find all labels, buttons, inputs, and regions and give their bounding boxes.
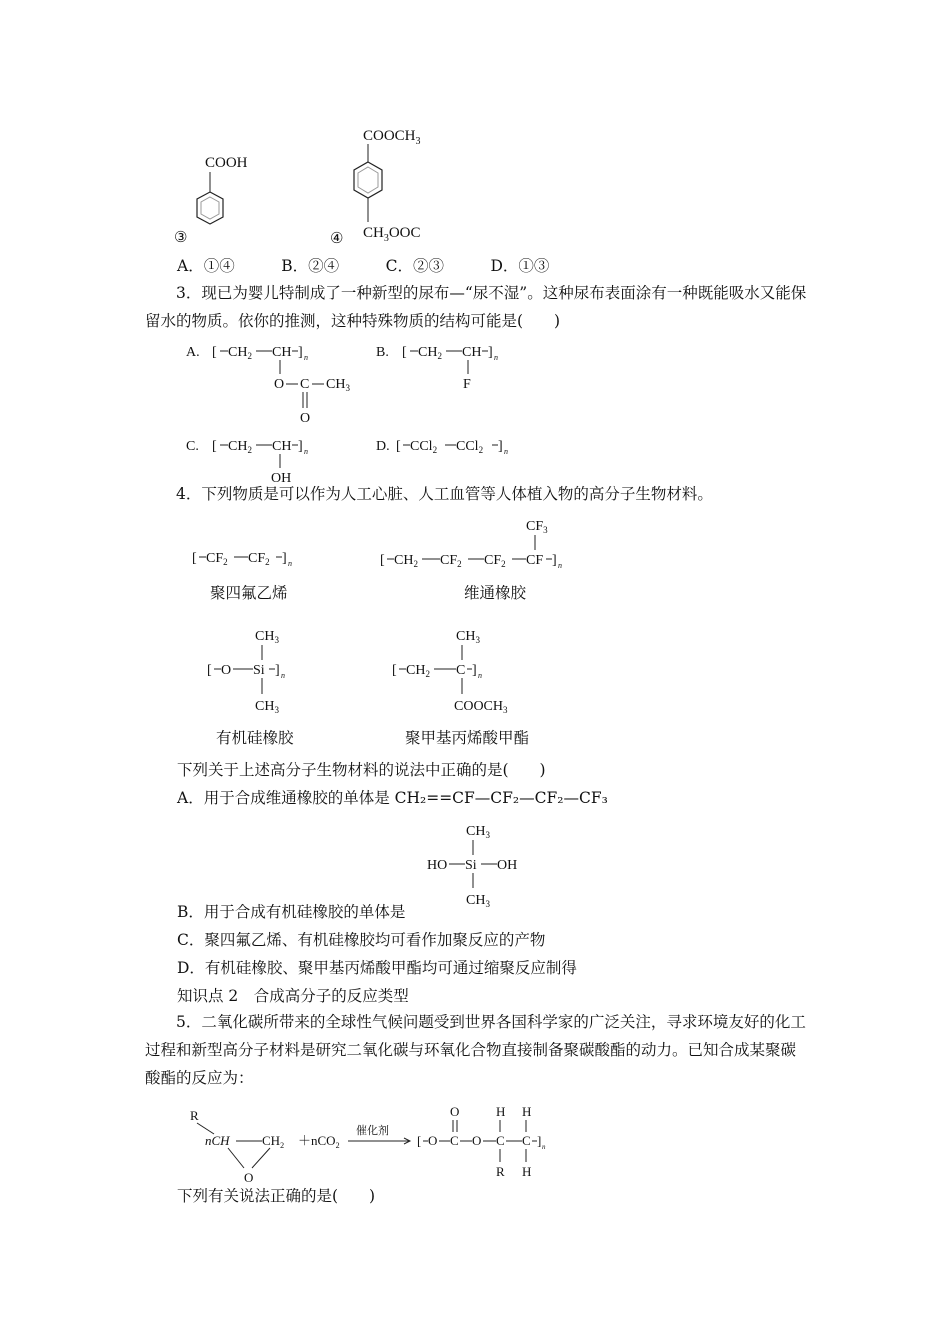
- svg-text:CH3: $CH_3$: [255, 699, 279, 715]
- svg-text:CF2: $CF_2$: [248, 551, 270, 567]
- svg-text:CH: CH: [272, 345, 292, 360]
- svg-text:催化剂: 催化剂: [356, 1125, 389, 1137]
- q3-option-a-structure: [182, 338, 372, 428]
- svg-text:]: ]: [472, 663, 477, 678]
- q4-silicone-name: 有机硅橡胶: [216, 729, 294, 747]
- svg-text:CCl2: CCl$_2$: [456, 439, 484, 455]
- svg-text:CF2: $CF_2$: [484, 553, 506, 569]
- q4-option-b: B．用于合成有机硅橡胶的单体是: [177, 903, 406, 921]
- structure-4-top-group: $COOCH_3$: [363, 128, 421, 147]
- svg-text:CH2: $CH_2$: [262, 1133, 285, 1150]
- svg-text:[: [: [402, 345, 407, 360]
- q4-ptfe-name: 聚四氟乙烯: [210, 584, 288, 602]
- svg-text:R: R: [190, 1108, 199, 1123]
- q5-question: 下列有关说法正确的是( ): [177, 1187, 376, 1205]
- structure-3-cooh: COOH: [205, 155, 248, 171]
- q4-option-c: C．聚四氟乙烯、有机硅橡胶均可看作加聚反应的产物: [177, 931, 546, 949]
- svg-text:[: [: [392, 663, 397, 678]
- svg-text:CH2: $CH_2$: [228, 439, 252, 455]
- svg-text:n: n: [542, 1143, 546, 1151]
- svg-text:CF2: $CF_2$: [440, 553, 462, 569]
- q3-stem: 3．现已为婴儿特制成了一种新型的尿布—“尿不湿”。这种尿布表面涂有一种既能吸水又能保留水的物质。依你的推测，这种特殊物质的结构可能是( ): [145, 284, 807, 330]
- svg-text:nCH: nCH: [205, 1133, 230, 1148]
- q2-options: A．①④ B．②④ C．②③ D．①③: [177, 257, 550, 275]
- svg-text:]: ]: [537, 1133, 542, 1148]
- svg-text:O: O: [274, 377, 285, 392]
- svg-text:CH2: $CH_2$: [406, 663, 430, 679]
- svg-text:n: n: [304, 353, 308, 362]
- q5-reaction-equation: [188, 1100, 568, 1186]
- svg-text:COOCH3: $COOCH_3$: [454, 699, 508, 715]
- svg-text:[: [: [212, 345, 217, 360]
- svg-text:A.: A.: [186, 345, 200, 360]
- svg-text:n: n: [288, 559, 292, 568]
- svg-text:]: ]: [282, 551, 287, 566]
- svg-text:O: O: [300, 411, 311, 426]
- svg-text:CH3: $CH_3$: [456, 629, 480, 645]
- svg-text:CF2: $CF_2$: [206, 551, 228, 567]
- svg-text:O: O: [450, 1104, 460, 1119]
- svg-text:]: ]: [275, 663, 280, 678]
- svg-text:OH: OH: [271, 471, 292, 486]
- svg-text:OH: OH: [497, 858, 518, 873]
- svg-text:HO: HO: [427, 858, 448, 873]
- q4-silicone-structure: [205, 624, 305, 718]
- svg-text:[: [: [417, 1133, 422, 1148]
- q4-option-b-monomer: [425, 818, 535, 910]
- svg-text:H: H: [522, 1104, 532, 1119]
- structure-3-label: ③: [174, 230, 188, 246]
- svg-text:Si: Si: [465, 858, 477, 873]
- svg-text:[: [: [396, 439, 401, 454]
- svg-text:CCl2: CCl$_2$: [410, 439, 438, 455]
- svg-text:]: ]: [488, 345, 493, 360]
- svg-text:R: R: [496, 1164, 505, 1179]
- svg-text:CH2: $CH_2$: [418, 345, 442, 361]
- svg-text:O: O: [428, 1133, 438, 1148]
- svg-text:D.: D.: [376, 439, 390, 454]
- svg-text:CH3: $CH_3$: [255, 629, 279, 645]
- q4-viton-name: 维通橡胶: [464, 584, 527, 602]
- svg-text:C: C: [496, 1133, 505, 1148]
- svg-text:O: O: [244, 1170, 254, 1185]
- svg-text:[: [: [207, 663, 212, 678]
- svg-text:CH: CH: [462, 345, 482, 360]
- q3-option-d-structure: [372, 432, 532, 460]
- q3-option-b-structure: [372, 338, 522, 398]
- svg-text:CF: CF: [526, 553, 544, 568]
- svg-text:]: ]: [498, 439, 503, 454]
- structure-4-label: ④: [330, 231, 344, 247]
- svg-text:n: n: [558, 561, 562, 570]
- svg-text:CH3: $CH_3$: [326, 377, 350, 393]
- svg-text:]: ]: [298, 439, 303, 454]
- svg-text:C.: C.: [186, 439, 199, 454]
- structure-4-bottom-group: $CH_3OOC$: [363, 225, 421, 244]
- svg-text:C: C: [450, 1133, 459, 1148]
- svg-text:[: [: [192, 551, 197, 566]
- svg-text:H: H: [522, 1164, 532, 1179]
- q4-question: 下列关于上述高分子生物材料的说法中正确的是( ): [177, 761, 546, 779]
- svg-text:C: C: [300, 377, 310, 392]
- svg-text:CH: CH: [272, 439, 292, 454]
- svg-text:O: O: [221, 663, 232, 678]
- q4-option-a: A．用于合成维通橡胶的单体是 CH₂==CF—CF₂—CF₂—CF₃: [177, 789, 608, 807]
- svg-text:[: [: [212, 439, 217, 454]
- q5-stem: 5．二氧化碳所带来的全球性气候问题受到世界各国科学家的广泛关注，寻求环境友好的化工过程和新型高分子材料是研究二氧化碳与环氧化合物直接制备聚碳酸酯的动力。已知合成某聚碳酸酯的反应为：: [145, 1013, 806, 1087]
- svg-text:n: n: [478, 671, 482, 680]
- svg-text:n: n: [281, 671, 285, 680]
- svg-text:B.: B.: [376, 345, 389, 360]
- q4-ptfe-structure: [190, 544, 300, 570]
- knowledge-point-2-heading: 知识点 2 合成高分子的反应类型: [177, 987, 409, 1005]
- svg-text:Si: Si: [253, 663, 265, 678]
- q4-stem: 4．下列物质是可以作为人工心脏、人工血管等人体植入物的高分子生物材料。: [176, 485, 713, 503]
- structure-3-benzoic-acid: [170, 150, 270, 250]
- svg-text:CF3: $CF_3$: [526, 519, 548, 535]
- q4-pmma-structure: [390, 624, 540, 718]
- svg-text:n: n: [304, 447, 308, 456]
- svg-text:CH3: $CH_3$: [466, 893, 490, 909]
- svg-text:C: C: [522, 1133, 531, 1148]
- svg-text:C: C: [456, 663, 466, 678]
- q4-option-d: D．有机硅橡胶、聚甲基丙烯酸甲酯均可通过缩聚反应制得: [177, 959, 577, 977]
- svg-text:CH2: $CH_2$: [228, 345, 252, 361]
- svg-text:F: F: [463, 377, 471, 392]
- svg-text:O: O: [472, 1133, 482, 1148]
- svg-text:[: [: [380, 553, 385, 568]
- svg-text:n: n: [504, 447, 508, 456]
- svg-text:n: n: [494, 353, 498, 362]
- svg-text:H: H: [496, 1104, 506, 1119]
- svg-text:＋nCO2: ＋nCO$_2$: [298, 1133, 340, 1150]
- svg-text:]: ]: [298, 345, 303, 360]
- q4-viton-structure: [378, 514, 578, 572]
- svg-text:CH3: $CH_3$: [466, 824, 490, 840]
- q4-pmma-name: 聚甲基丙烯酸甲酯: [405, 729, 530, 747]
- structure-4-diester: [325, 120, 445, 250]
- svg-text:CH2: $CH_2$: [394, 553, 418, 569]
- svg-text:]: ]: [552, 553, 557, 568]
